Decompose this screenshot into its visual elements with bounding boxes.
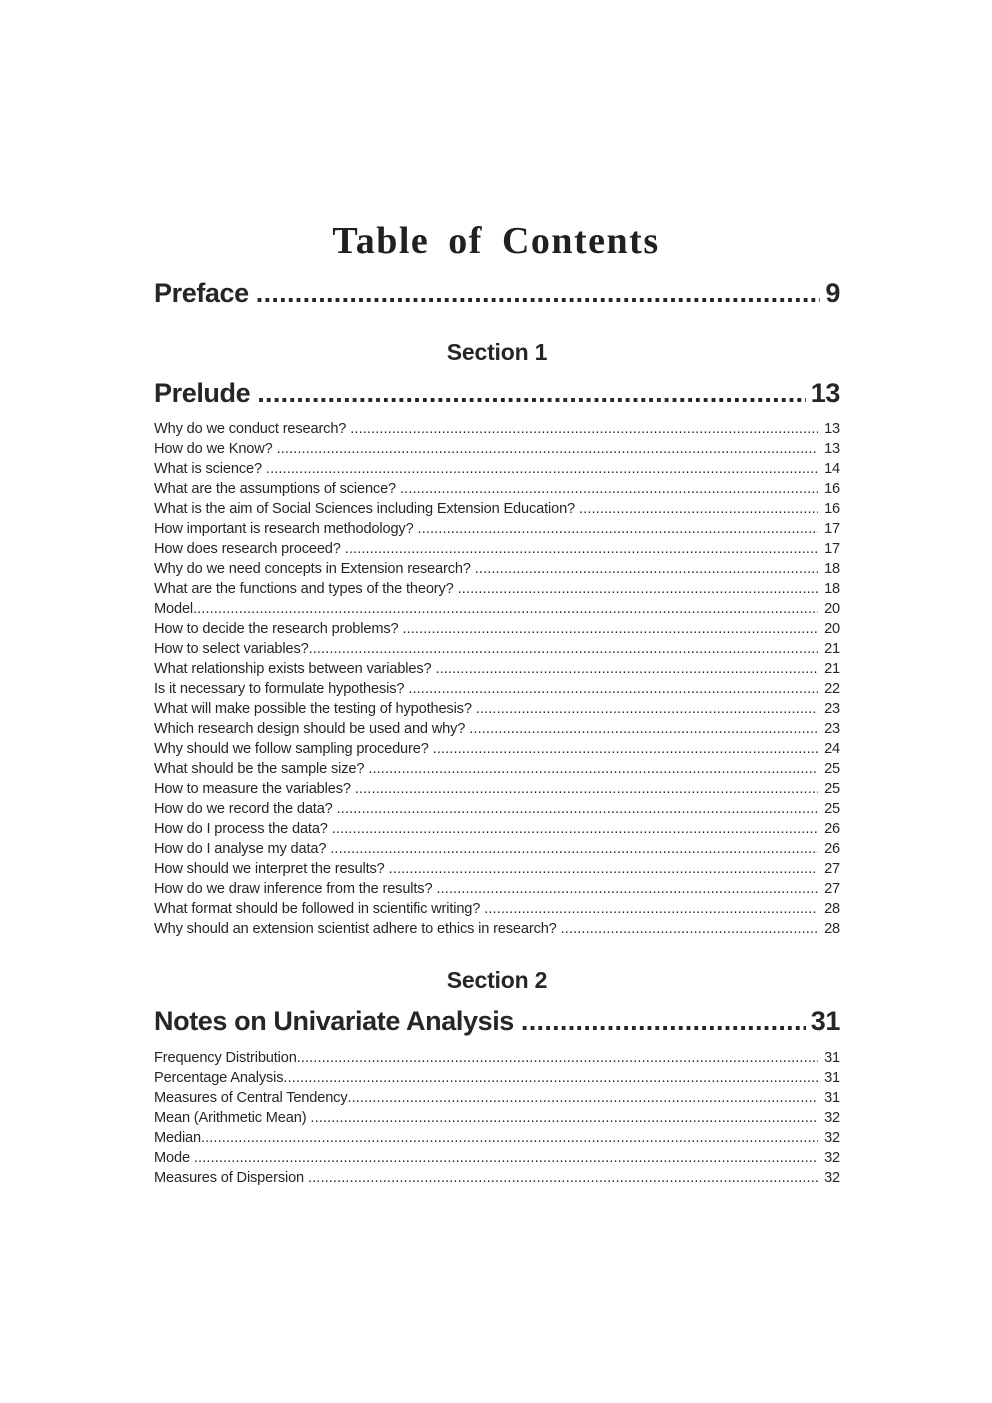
section-label-1: Section 1 <box>446 339 548 366</box>
toc-item[interactable] <box>154 459 840 479</box>
dot-leader <box>257 378 806 408</box>
toc-item[interactable] <box>154 539 840 559</box>
toc-item[interactable] <box>154 699 840 719</box>
toc-heading-page: 13 <box>810 378 840 409</box>
dot-leader <box>561 919 818 939</box>
toc-item-label: What should be the sample size? <box>154 761 365 778</box>
toc-item-page: 14 <box>824 461 840 478</box>
dot-leader <box>256 278 821 308</box>
dot-leader <box>277 439 818 459</box>
dot-leader <box>475 559 818 579</box>
toc-item-label: Model <box>154 601 193 618</box>
dot-leader <box>402 619 818 639</box>
toc-heading-page: 31 <box>810 1006 840 1037</box>
dot-leader <box>347 1088 818 1108</box>
toc-heading-notes-on-univariate-analysis[interactable] <box>154 1006 840 1036</box>
toc-item-label: How to decide the research problems? <box>154 621 399 638</box>
toc-item-page: 25 <box>824 801 840 818</box>
toc-item-label: What will make possible the testing of hypothesis? <box>154 701 472 718</box>
toc-item-page: 20 <box>824 601 840 618</box>
dot-leader <box>579 499 818 519</box>
toc-item-label: What are the assumptions of science? <box>154 481 397 498</box>
dot-leader <box>193 599 818 619</box>
dot-leader <box>521 1006 806 1036</box>
toc-item[interactable] <box>154 659 840 679</box>
toc-item-label: Median <box>154 1129 201 1146</box>
toc-item-label: Is it necessary to formulate hypothesis? <box>154 681 405 698</box>
toc-item-page: 27 <box>824 861 840 878</box>
dot-leader <box>308 1168 818 1188</box>
toc-item-page: 20 <box>824 621 840 638</box>
toc-item-page: 23 <box>824 701 840 718</box>
dot-leader <box>266 459 818 479</box>
toc-item-page: 26 <box>824 841 840 858</box>
spacer <box>154 992 840 1006</box>
dot-leader <box>297 1048 818 1068</box>
toc-item-page: 25 <box>824 781 840 798</box>
toc-item[interactable] <box>154 1088 840 1108</box>
toc-entry-label: Preface <box>154 278 249 308</box>
dot-leader <box>400 479 818 499</box>
toc-heading-prelude[interactable] <box>154 378 840 408</box>
toc-item-page: 16 <box>824 481 840 498</box>
toc-item-label: Why do we conduct research? <box>154 421 347 438</box>
toc-entry-preface[interactable] <box>154 278 840 308</box>
toc-item-label: Measures of Dispersion <box>154 1169 304 1186</box>
dot-leader <box>345 539 818 559</box>
dot-leader <box>418 519 818 539</box>
dot-leader <box>201 1128 818 1148</box>
dot-leader <box>476 699 818 719</box>
toc-item-label: How do I analyse my data? <box>154 841 327 858</box>
dot-leader <box>310 1108 818 1128</box>
toc-item[interactable] <box>154 759 840 779</box>
toc-item-page: 28 <box>824 921 840 938</box>
toc-item-page: 28 <box>824 901 840 918</box>
toc-item-page: 21 <box>824 661 840 678</box>
toc-item-page: 31 <box>824 1049 840 1066</box>
toc-item[interactable] <box>154 819 840 839</box>
toc-item[interactable] <box>154 1148 840 1168</box>
toc-item[interactable] <box>154 439 840 459</box>
toc-item-label: Mode <box>154 1149 190 1166</box>
toc-item[interactable] <box>154 799 840 819</box>
toc-entry-page: 9 <box>825 278 840 308</box>
toc-item-label: How do we record the data? <box>154 801 333 818</box>
toc-item[interactable] <box>154 1128 840 1148</box>
page-title: Table of Contents <box>332 220 660 262</box>
toc-item-page: 13 <box>824 441 840 458</box>
toc-item-page: 18 <box>824 581 840 598</box>
toc-item-page: 16 <box>824 501 840 518</box>
toc-item-page: 17 <box>824 521 840 538</box>
toc-item-label: Why should an extension scientist adhere to ethics in research? <box>154 921 557 938</box>
toc-item-label: How do I process the data? <box>154 821 328 838</box>
toc-item-label: What format should be followed in scientific writing? <box>154 901 481 918</box>
toc-item-label: How does research proceed? <box>154 541 341 558</box>
toc-item-page: 21 <box>824 641 840 658</box>
toc-item[interactable] <box>154 879 840 899</box>
toc-item-page: 13 <box>824 421 840 438</box>
dot-leader <box>433 739 818 759</box>
spacer <box>154 308 840 341</box>
spacer <box>154 939 840 969</box>
toc-item-label: How do we Know? <box>154 441 273 458</box>
toc-item[interactable] <box>154 519 840 539</box>
toc-item[interactable] <box>154 419 840 439</box>
toc-item[interactable] <box>154 839 840 859</box>
dot-leader <box>330 839 818 859</box>
toc-item-label: What relationship exists between variables? <box>154 661 432 678</box>
dot-leader <box>469 719 818 739</box>
toc-item-label: Which research design should be used and why? <box>154 721 466 738</box>
toc-item-label: How important is research methodology? <box>154 521 414 538</box>
dot-leader <box>408 679 818 699</box>
toc-item-page: 32 <box>824 1149 840 1166</box>
toc-item-label: Why should we follow sampling procedure? <box>154 741 429 758</box>
toc-item[interactable] <box>154 599 840 619</box>
toc-item[interactable] <box>154 559 840 579</box>
toc-item[interactable] <box>154 739 840 759</box>
toc-item[interactable] <box>154 719 840 739</box>
toc-item[interactable] <box>154 619 840 639</box>
toc-item[interactable] <box>154 1108 840 1128</box>
spacer <box>154 1037 840 1048</box>
toc-item[interactable] <box>154 679 840 699</box>
dot-leader <box>337 799 818 819</box>
spacer <box>154 408 840 419</box>
dot-leader <box>355 779 818 799</box>
toc-item-page: 24 <box>824 741 840 758</box>
dot-leader <box>309 639 818 659</box>
toc-item-page: 31 <box>824 1089 840 1106</box>
toc-item[interactable] <box>154 639 840 659</box>
toc-item[interactable] <box>154 899 840 919</box>
dot-leader <box>435 659 818 679</box>
toc-item-label: Frequency Distribution <box>154 1049 297 1066</box>
toc-item-page: 18 <box>824 561 840 578</box>
dot-leader <box>194 1148 818 1168</box>
toc-item-page: 27 <box>824 881 840 898</box>
toc-item-page: 32 <box>824 1169 840 1186</box>
toc-item[interactable] <box>154 579 840 599</box>
toc-item-label: Measures of Central Tendency <box>154 1089 348 1106</box>
toc-item-page: 23 <box>824 721 840 738</box>
dot-leader <box>350 419 818 439</box>
section-label-2: Section 2 <box>446 967 548 994</box>
toc-heading-label: Prelude <box>154 378 251 409</box>
toc-item-page: 25 <box>824 761 840 778</box>
toc-item[interactable] <box>154 1048 840 1068</box>
toc-item[interactable] <box>154 779 840 799</box>
spacer <box>154 364 840 378</box>
toc-item-page: 26 <box>824 821 840 838</box>
toc-item-label: How do we draw inference from the results? <box>154 881 433 898</box>
toc-item[interactable] <box>154 859 840 879</box>
dot-leader <box>389 859 818 879</box>
dot-leader <box>368 759 818 779</box>
toc-heading-label: Notes on Univariate Analysis <box>154 1006 514 1037</box>
dot-leader <box>436 879 818 899</box>
toc-item[interactable] <box>154 1168 840 1188</box>
toc-item-label: What are the functions and types of the theory? <box>154 581 454 598</box>
toc-item-label: What is science? <box>154 461 262 478</box>
toc-item-label: What is the aim of Social Sciences including Extension Education? <box>154 501 576 518</box>
dot-leader <box>484 899 818 919</box>
toc-item-page: 32 <box>824 1109 840 1126</box>
dot-leader <box>458 579 818 599</box>
toc-item-page: 32 <box>824 1129 840 1146</box>
dot-leader <box>332 819 818 839</box>
toc-item-page: 22 <box>824 681 840 698</box>
toc-item[interactable] <box>154 499 840 519</box>
toc-item-label: How should we interpret the results? <box>154 861 385 878</box>
toc-item[interactable] <box>154 1068 840 1088</box>
toc-item-label: How to select variables? <box>154 641 309 658</box>
toc-item-page: 31 <box>824 1069 840 1086</box>
toc-item[interactable] <box>154 919 840 939</box>
toc-item-label: Percentage Analysis <box>154 1069 284 1086</box>
table-of-contents <box>154 278 840 1188</box>
toc-item[interactable] <box>154 479 840 499</box>
toc-item-page: 17 <box>824 541 840 558</box>
toc-item-label: How to measure the variables? <box>154 781 351 798</box>
dot-leader <box>283 1068 818 1088</box>
toc-item-label: Mean (Arithmetic Mean) <box>154 1109 307 1126</box>
toc-item-label: Why do we need concepts in Extension research? <box>154 561 471 578</box>
